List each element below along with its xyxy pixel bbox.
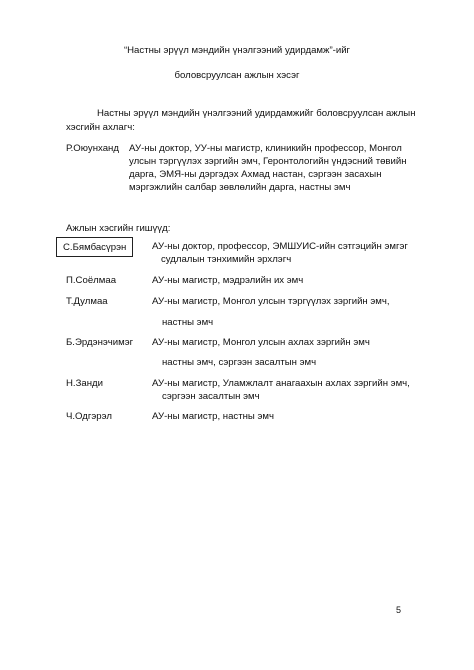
members-heading: Ажлын хэсгийн гишүүд: (66, 223, 171, 234)
document-title-line-1: “Настны эрүүл мэндийн үнэлгээний удирдамж”-ийг (123, 45, 351, 56)
member-title-line: настны эмч (162, 317, 214, 328)
leader-title-line: мэргэжлийн салбар зөвлөлийн дарга, настны эмч (129, 182, 351, 193)
member-title-line: АУ-ны доктор, профессор, ЭМШУИС-ийн сэтгэцийн эмгэг (152, 241, 408, 252)
member-name: Б.Эрдэнэчимэг (66, 337, 134, 348)
member-name: П.Соёлмаа (66, 275, 117, 286)
member-title-line: настны эмч, сэргээн засалтын эмч (162, 357, 317, 368)
leader-title-line: АУ-ны доктор, УУ-ны магистр, клиникийн профессор, Монгол (129, 143, 402, 154)
member-title-line: судлалын тэнхимийн эрхлэгч (161, 254, 292, 265)
member-title-line: АУ-ны магистр, Уламжлалт анагаахын ахлах зэргийн эмч, (152, 378, 410, 389)
member-title-line: АУ-ны магистр, Монгол улсын ахлах зэргийн эмч (152, 337, 370, 348)
member-name: С.Бямбасүрэн (56, 237, 133, 257)
leader-title-line: улсын тэргүүлэх зэргийн эмч, Геронтологийн үндэсний төвийн (129, 156, 407, 167)
member-name: Н.Занди (66, 378, 103, 389)
member-title-line: АУ-ны магистр, мэдрэлийн их эмч (152, 275, 304, 286)
leader-title-line: дарга, ЭМЯ-ны дэргэдэх Ахмад настан, сэргээн засахын (129, 169, 382, 180)
page-number: 5 (396, 605, 402, 615)
member-name: Ч.Одгэрэл (66, 411, 112, 422)
leader-name: Р.Оюунханд (66, 143, 119, 154)
member-title-line: АУ-ны магистр, настны эмч (152, 411, 274, 422)
intro-line-1: Настны эрүүл мэндийн үнэлгээний удирдамжийг боловсруулсан ажлын (97, 108, 416, 119)
document-title-line-2: боловсруулсан ажлын хэсэг (174, 70, 300, 81)
intro-line-2: хэсгийн ахлагч: (66, 122, 135, 133)
member-name: Т.Дулмаа (66, 296, 108, 307)
member-title-line: сэргээн засалтын эмч (162, 391, 260, 402)
member-title-line: АУ-ны магистр, Монгол улсын тэргүүлэх зэргийн эмч, (152, 296, 390, 307)
